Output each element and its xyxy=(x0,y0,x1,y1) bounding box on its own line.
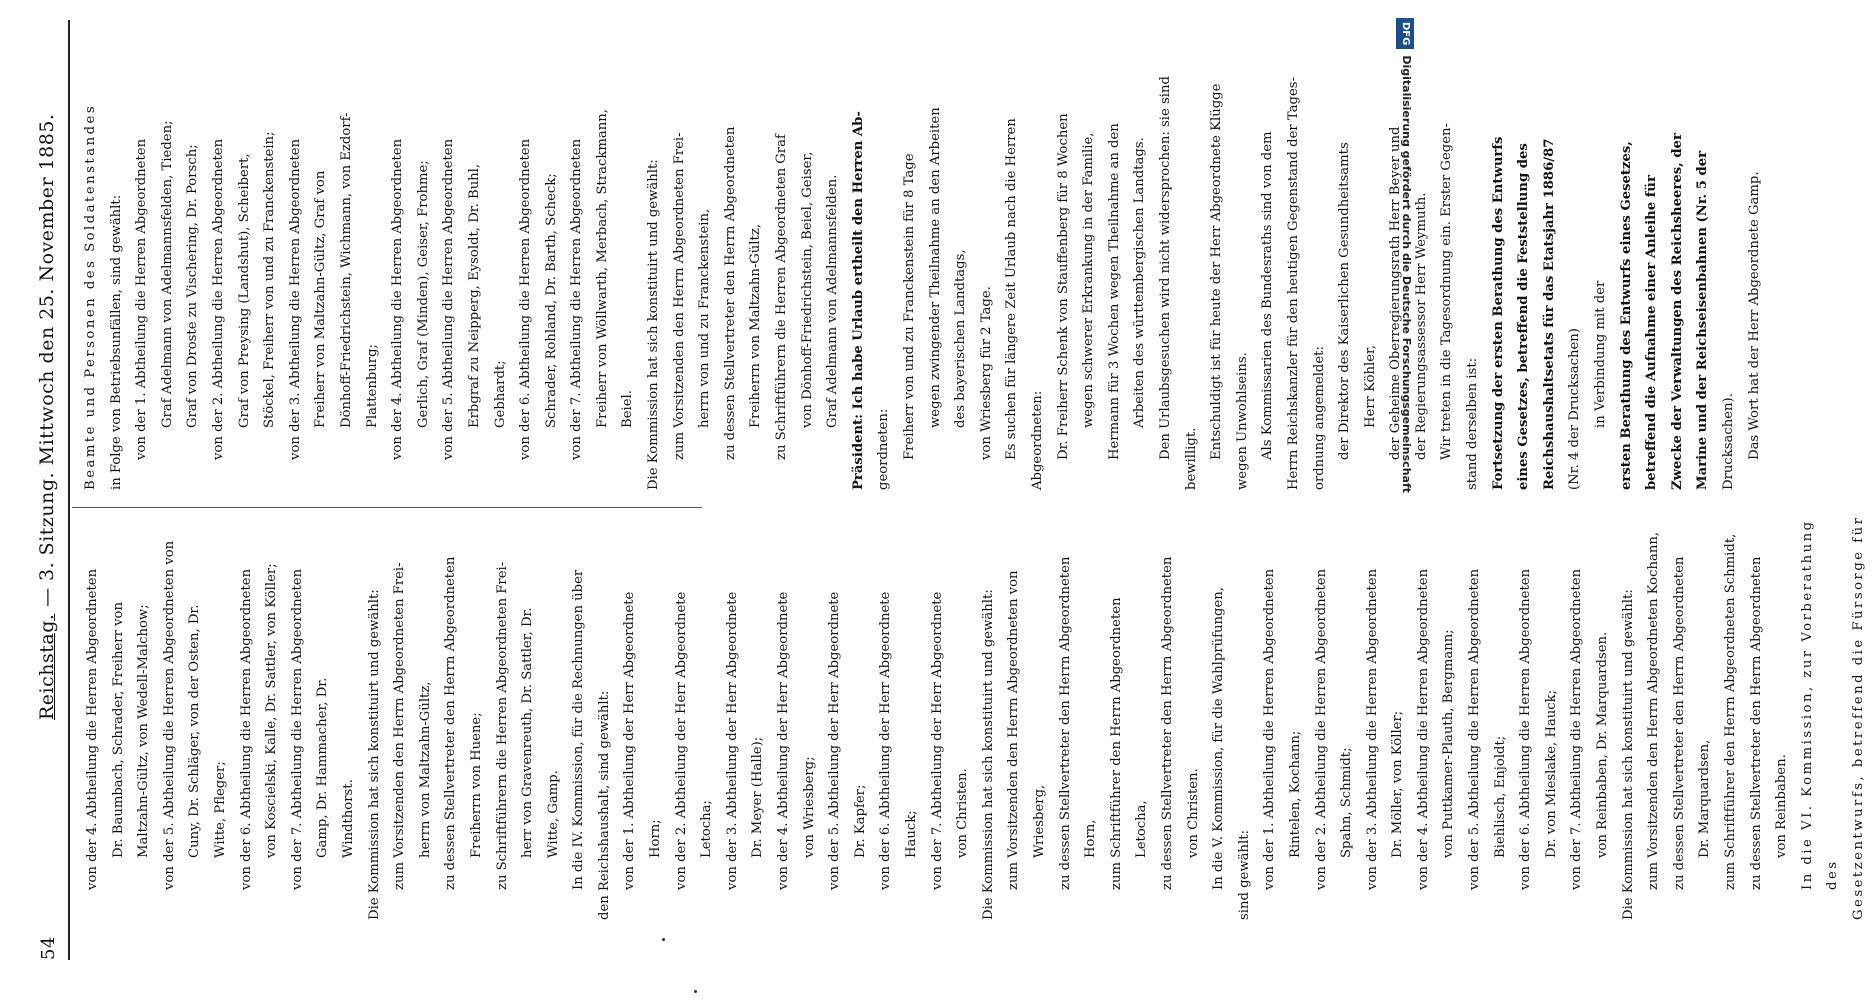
text-line: der Direktor des Kaiserlichen Gesundheitsamts xyxy=(1337,142,1353,460)
text-line: von der 4. Abtheilung die Herren Abgeordneten xyxy=(1415,568,1431,890)
digitization-credit xyxy=(1397,18,1415,948)
text-line: von Reinbaben. xyxy=(1774,754,1790,858)
text-line: von Reinbaben, Dr. Marquardsen. xyxy=(1595,631,1611,858)
text-line: Die Kommission hat sich konstituirt und gewählt: xyxy=(646,159,662,490)
text-line: von der 2. Abtheilung der Herr Abgeordnete xyxy=(673,591,689,890)
text-line: Es suchen für längere Zeit Urlaub nach die Herren xyxy=(1004,118,1020,460)
text-line: wegen schwerer Erkrankung in der Familie, xyxy=(1081,132,1097,428)
text-line: Horn; xyxy=(648,819,664,858)
text-line: Dönhoff-Friedrichstein, Wichmann, von Ezdorf- xyxy=(338,112,354,428)
text-line: Cuny, Dr. Schläger, von der Osten, Dr. xyxy=(187,604,203,858)
text-line: Das Wort hat der Herr Abgeordnete Gamp. xyxy=(1746,171,1762,460)
text-line: Den Urlaubsgesuchen wird nicht widersprochen: sie sind xyxy=(1157,76,1173,460)
text-line: von der 3. Abtheilung die Herren Abgeordneten xyxy=(1364,568,1380,890)
text-line: Drucksachen). xyxy=(1721,393,1736,490)
text-line: herrn von Maltzahn-Gültz, xyxy=(417,681,433,858)
text-line: Gebhardt; xyxy=(492,360,508,428)
text-line: stand derselben ist: xyxy=(1465,357,1481,490)
text-line: zu dessen Stellvertreter den Herrn Abgeordneten xyxy=(1159,556,1175,890)
text-line: Hauck; xyxy=(904,810,919,858)
text-line: von der 6. Abtheilung der Herr Abgeordnete xyxy=(878,591,894,890)
text-line: von Koscielski, Kalle, Dr. Sattler, von Köller; xyxy=(264,563,280,858)
text-line: von Christen. xyxy=(1185,768,1201,858)
speck-mark xyxy=(662,938,665,941)
text-line: Herrn Reichskanzler für den heutigen Gegenstand der Tages- xyxy=(1285,76,1301,490)
text-line: zu dessen Stellvertreter den Herrn Abgeordneten xyxy=(443,556,459,890)
text-line: In die V. Kommission, für die Wahlprüfungen, xyxy=(1211,587,1227,890)
text-line: In die IV. Kommission, für die Rechnungen über xyxy=(571,569,587,890)
dfg-logo: DFG xyxy=(1396,18,1414,49)
text-line: Fortsetzung der ersten Berathung des Entwurfs xyxy=(1490,136,1506,490)
text-line: von der 5. Abtheilung der Herr Abgeordnete xyxy=(827,591,843,890)
text-line: Dr. Freiherr Schenk von Stauffenberg für 8 Wochen xyxy=(1055,113,1071,460)
header-title xyxy=(36,114,58,720)
text-line: den Reichshaushalt, sind gewählt: xyxy=(596,690,612,920)
text-line: Gamp, Dr. Hammacher, Dr. xyxy=(315,677,331,858)
text-line: des bayerischen Landtags, xyxy=(953,249,969,428)
text-line: Wir treten in die Tagesordnung ein. Erster Gegen- xyxy=(1439,123,1455,460)
text-line: Witte, Pfleger; xyxy=(212,761,228,858)
text-line: Graf von Droste zu Vischering, Dr. Porsch; xyxy=(185,144,201,428)
text-line: Freiherr von und zu Franckenstein für 8 Tage xyxy=(902,153,917,460)
text-line: von Dönhoff-Friedrichstein, Beiel, Geiser, xyxy=(799,151,815,428)
text-line: Schrader, Rohland, Dr. Barth, Scheck; xyxy=(543,173,559,428)
text-line: Stöckel, Freiherr von und zu Franckenstein; xyxy=(262,131,278,428)
text-line: Freiherr von Maltzahn-Gültz, Graf von xyxy=(313,170,329,428)
text-line: in Folge von Betriebsunfällen, sind gewählt: xyxy=(108,194,124,490)
text-line: ersten Berathung des Entwurfs eines Gesetzes, xyxy=(1618,141,1634,490)
text-line: von der 4. Abtheilung die Herren Abgeordneten xyxy=(85,568,100,890)
text-line: von der 4. Abtheilung der Herr Abgeordnete xyxy=(776,591,792,890)
text-line: Beamte und Personen des Soldatenstandes xyxy=(83,103,98,490)
text-line: Marine und der Reichseisenbahnen (Nr. 5 der xyxy=(1695,150,1711,490)
text-line: Freiherrn von Maltzahn-Gültz, xyxy=(748,224,764,428)
text-line: zum Vorsitzenden den Herrn Abgeordneten von xyxy=(1006,570,1022,890)
text-line: der Geheime Oberregierungsrath Herr Beyer und xyxy=(1388,126,1404,460)
text-line: (Nr. 4 der Drucksachen) xyxy=(1567,328,1583,490)
text-line: eines Gesetzes, betreffend die Feststellung des xyxy=(1516,143,1532,490)
text-line: Gerlich, Graf (Minden), Geiser, Frohme; xyxy=(415,160,431,428)
text-line: Beiel. xyxy=(620,390,636,428)
text-line: Zwecke der Verwaltungen des Reichsheeres, der xyxy=(1669,133,1685,490)
text-line: von der 2. Abtheilung die Herren Abgeordneten xyxy=(1313,568,1329,890)
text-line: geordneten: xyxy=(876,408,892,490)
text-line: Die Kommission hat sich konstituirt und gewählt: xyxy=(980,589,996,920)
text-line: Erbgraf zu Neipperg, Eysoldt, Dr. Buhl, xyxy=(466,163,482,428)
text-line: Arbeiten des württembergischen Landtags. xyxy=(1132,137,1148,428)
text-line: Windthorst. xyxy=(340,779,356,858)
text-line: von der 5. Abtheilung die Herren Abgeordneten xyxy=(441,138,457,460)
text-line: Dr. Kapfer; xyxy=(852,784,868,858)
text-line: von der 3. Abtheilung die Herren Abgeordneten xyxy=(287,138,303,460)
text-line: zum Vorsitzenden den Herrn Abgeordneten Frei- xyxy=(671,132,687,460)
text-line: zu Schriftführern die Herren Abgeordneten Graf xyxy=(774,134,790,460)
text-line: Dr. Meyer (Halle); xyxy=(750,736,766,858)
text-line: zu dessen Stellvertreter den Herrn Abgeordneten xyxy=(722,126,738,460)
text-line: zum Vorsitzenden den Herrn Abgeordneten Frei- xyxy=(392,562,408,890)
text-line: von der 6. Abtheilung die Herren Abgeordneten xyxy=(1518,568,1534,890)
text-line: In die VI. Kommission, zur Vorberathung des xyxy=(1799,519,1841,890)
text-line: Dr. Möller, von Köller; xyxy=(1390,710,1406,858)
text-line: Hermann für 3 Wochen wegen Theilnahme an den xyxy=(1106,123,1122,460)
text-line: sind gewählt: xyxy=(1236,830,1252,920)
text-line: von der 4. Abtheilung die Herren Abgeordneten xyxy=(390,138,406,460)
text-line: Spahn, Schmidt; xyxy=(1339,747,1355,858)
text-line: von der 7. Abtheilung der Herr Abgeordnete xyxy=(929,591,945,890)
text-line: von Wriesberg für 2 Tage. xyxy=(978,286,994,460)
text-line: Letocha; xyxy=(699,800,715,858)
text-line: herrn von und zu Franckenstein, xyxy=(697,208,713,428)
text-line: Präsident: Ich habe Urlaub ertheilt den Herren Ab- xyxy=(850,111,866,490)
text-line: Dr. Baumbach, Schrader, Freiherr von xyxy=(110,602,126,858)
text-line: Graf Adelmann von Adelmannsfelden, Tieden; xyxy=(159,120,175,428)
text-line: Biehlisch, Enjoldt; xyxy=(1492,735,1508,858)
text-line: von der 5. Abtheilung die Herren Abgeordneten von xyxy=(161,540,177,890)
text-line: betreffend die Aufnahme einer Anleihe für xyxy=(1644,175,1660,490)
text-line: von der 1. Abtheilung die Herren Abgeordneten xyxy=(1262,568,1278,890)
text-line: Witte, Gamp. xyxy=(545,770,561,858)
text-line: Freiherrn von Huene; xyxy=(468,712,484,858)
text-line: der Regierungsassessor Herr Weymuth. xyxy=(1413,192,1429,460)
text-line: Dr. von Mieslake, Hauck; xyxy=(1543,689,1559,858)
text-line: herr von Gravenreuth, Dr. Sattler, Dr. xyxy=(520,607,536,858)
text-line: von Wriesberg; xyxy=(801,756,817,858)
text-line: von der 3. Abtheilung der Herr Abgeordnete xyxy=(724,591,740,890)
text-line: Maltzahn-Gültz, von Wedell-Malchow; xyxy=(136,604,152,858)
text-line: Rintelen, Kochann; xyxy=(1287,730,1303,858)
text-line: in Verbindung mit der xyxy=(1593,280,1609,428)
left-column xyxy=(80,500,1872,920)
text-line: von Christen. xyxy=(955,768,971,858)
text-line: Graf von Preysing (Landshut), Scheibert, xyxy=(236,153,252,428)
speck-mark xyxy=(694,990,697,993)
text-line: von der 7. Abtheilung die Herren Abgeordneten xyxy=(289,568,305,890)
text-line: Dr. Marquardsen, xyxy=(1697,739,1713,858)
text-line: Freiherr von Wöllwarth, Merbach, Strackmann, xyxy=(594,109,610,428)
text-line: Reichshaushaltsetats für das Etatsjahr 1886/87 xyxy=(1541,138,1557,490)
text-line: Herr Köhler, xyxy=(1362,344,1378,428)
header-title-prefix: Reichstag. xyxy=(36,613,58,720)
text-line: wegen Unwohlseins. xyxy=(1234,352,1250,490)
text-line: Wriesberg, xyxy=(1031,784,1047,858)
page-header xyxy=(28,20,72,960)
text-line: zu dessen Stellvertreter den Herrn Abgeordneten xyxy=(1057,556,1073,890)
text-line: Abgeordneten: xyxy=(1029,390,1045,490)
text-line: von der 6. Abtheilung die Herren Abgeordneten xyxy=(238,568,254,890)
text-line: von Puttkamer-Plauth, Bergmann; xyxy=(1441,629,1457,858)
text-line: zu Schriftführern die Herren Abgeordneten Frei- xyxy=(494,561,510,890)
text-line: Letocha, xyxy=(1134,800,1150,858)
text-line: Die Kommission hat sich konstituirt und gewählt: xyxy=(1620,589,1636,920)
text-line: von der 7. Abtheilung die Herren Abgeordneten xyxy=(569,138,585,460)
text-line: Plattenburg; xyxy=(364,344,380,428)
text-line: von der 1. Abtheilung der Herr Abgeordnete xyxy=(622,591,638,890)
text-line: bewilligt. xyxy=(1183,427,1199,490)
digitization-credit-text: Digitalisierung gefördert durch die Deutsche Forschungsgemeinschaft xyxy=(1400,55,1413,494)
text-line: zu dessen Stellvertreter den Herrn Abgeordneten xyxy=(1748,556,1764,890)
text-line: von der 6. Abtheilung die Herren Abgeordneten xyxy=(518,138,534,460)
text-line: von der 2. Abtheilung die Herren Abgeordneten xyxy=(210,138,226,460)
text-line: wegen zwingender Theilnahme an den Arbeiten xyxy=(927,107,943,428)
text-line: zum Schriftführer den Herrn Abgeordneten xyxy=(1108,597,1124,890)
text-line: Entschuldigt ist für heute der Herr Abgeordnete Klügge xyxy=(1209,83,1225,460)
text-line: von der 7. Abtheilung die Herren Abgeordneten xyxy=(1569,568,1585,890)
text-line: von der 5. Abtheilung die Herren Abgeordneten xyxy=(1467,568,1483,890)
text-line: zum Schriftführer den Herrn Abgeordneten Schmidt, xyxy=(1723,533,1738,890)
text-line: Gesetzentwurfs, betreffend die Fürsorge für xyxy=(1850,515,1866,920)
text-line: zu dessen Stellvertreter den Herrn Abgeordneten xyxy=(1671,556,1687,890)
text-line: Die Kommission hat sich konstituirt und gewählt: xyxy=(366,589,382,920)
text-line: ordnung angemeldet: xyxy=(1311,346,1327,490)
text-line: Horn, xyxy=(1083,819,1099,858)
text-line: Als Kommissarien des Bundesraths sind von dem xyxy=(1260,131,1276,460)
header-rule xyxy=(68,20,70,960)
rotated-print-page xyxy=(20,20,1866,960)
text-line: Graf Adelmann von Adelmannsfelden. xyxy=(825,174,841,428)
header-title-main: — 3. Sitzung. Mittwoch den 25. November 1885. xyxy=(36,113,58,608)
text-line: von der 1. Abtheilung die Herren Abgeordneten xyxy=(134,138,150,460)
right-column xyxy=(78,70,1767,490)
text-line: zum Vorsitzenden den Herrn Abgeordneten Kochann, xyxy=(1646,531,1662,890)
page-number: 54 xyxy=(38,936,59,960)
